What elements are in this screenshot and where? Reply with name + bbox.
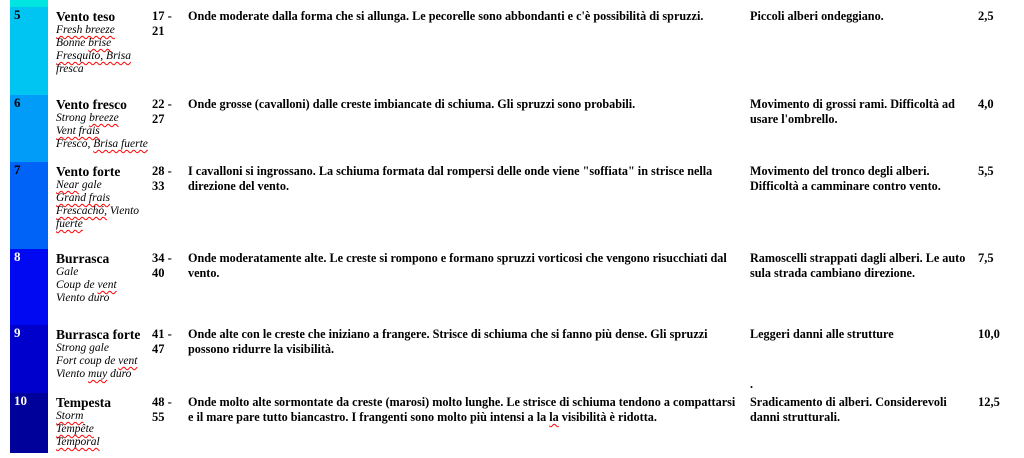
sea-conditions bbox=[188, 162, 750, 249]
misspelled-word: fuerte bbox=[56, 218, 83, 230]
force-number: 7 bbox=[14, 162, 21, 177]
wind-name-translation-line bbox=[56, 279, 150, 292]
misspelled-word: la bbox=[549, 410, 559, 424]
misspelled-word: Fresh breeze bbox=[56, 24, 115, 36]
text-segment: Bonne bbox=[56, 37, 89, 49]
speed-range bbox=[152, 95, 188, 162]
land-conditions-text: Sradicamento di alberi. Considerevoli danni strutturali. bbox=[750, 395, 947, 424]
table-row bbox=[10, 95, 1018, 162]
speed-range-line2: 27 bbox=[152, 112, 165, 126]
wind-name-translation-line bbox=[56, 37, 150, 50]
wave-height-value: 2,5 bbox=[978, 9, 994, 23]
misspelled-word: vent bbox=[118, 355, 138, 367]
force-number: 6 bbox=[14, 95, 21, 110]
wind-name-translation-line bbox=[56, 436, 150, 449]
force-number: 9 bbox=[14, 325, 21, 340]
wind-name-italian: Vento forte bbox=[56, 164, 121, 179]
wind-name-translation-line bbox=[56, 423, 150, 436]
text-segment: Onde molto alte sormontate da creste (marosi) molto lunghe. Le strisce di schiuma tendono a compattarsi e il mare pare tutto biancastro. I frangenti sono molto più intensi a la bbox=[188, 395, 736, 424]
wave-height-value: 5,5 bbox=[978, 164, 994, 178]
wind-name-italian: Vento fresco bbox=[56, 97, 127, 112]
wind-name-translation-line bbox=[56, 63, 150, 76]
previous-row-color-sliver bbox=[10, 0, 1018, 7]
misspelled-word: Vent frais bbox=[56, 125, 100, 137]
text-segment: Viento bbox=[56, 368, 89, 380]
misspelled-word: Frescachó, bbox=[56, 205, 107, 217]
wind-name-translation-line bbox=[56, 410, 150, 423]
force-cell bbox=[10, 393, 48, 453]
wave-height-value: 4,0 bbox=[978, 97, 994, 111]
force-cell bbox=[10, 7, 48, 95]
land-conditions bbox=[750, 162, 978, 249]
table-row bbox=[10, 249, 1018, 325]
text-segment: Coup de bbox=[56, 279, 98, 291]
text-segment: Strong gale bbox=[56, 342, 109, 354]
land-conditions bbox=[750, 393, 978, 453]
wind-name-italian: Vento teso bbox=[56, 9, 116, 24]
force-number: 5 bbox=[14, 7, 21, 22]
land-conditions bbox=[750, 249, 978, 325]
name-cell bbox=[48, 7, 152, 95]
speed-range-line2: 40 bbox=[152, 266, 165, 280]
wind-name-translation-line bbox=[56, 24, 150, 37]
wave-height-value: 12,5 bbox=[978, 395, 1000, 409]
text-segment: Strong bbox=[56, 112, 90, 124]
wind-name-italian: Tempesta bbox=[56, 395, 112, 410]
wind-name-translations bbox=[56, 24, 150, 76]
wind-name-translation-line bbox=[56, 138, 150, 151]
misspelled-word: breeze bbox=[89, 112, 119, 124]
speed-range-line2: 55 bbox=[152, 410, 165, 424]
misspelled-word: Fresquito, Brisa bbox=[56, 50, 131, 62]
speed-range-line1: 34 - bbox=[152, 251, 172, 265]
speed-range bbox=[152, 393, 188, 453]
land-conditions-text: Leggeri danni alle strutture bbox=[750, 327, 894, 341]
sea-conditions bbox=[188, 325, 750, 393]
text-segment: duro bbox=[107, 368, 132, 380]
beaufort-table bbox=[10, 0, 1018, 453]
wave-height-value: 7,5 bbox=[978, 251, 994, 265]
table-row bbox=[10, 7, 1018, 95]
sea-conditions bbox=[188, 249, 750, 325]
wind-name-translation-line bbox=[56, 50, 150, 63]
name-cell bbox=[48, 249, 152, 325]
text-segment: fresca bbox=[56, 63, 84, 75]
force-cell bbox=[10, 249, 48, 325]
wind-name-italian: Burrasca bbox=[56, 251, 110, 266]
wind-name-translation-line bbox=[56, 218, 150, 231]
text-segment: Fresco, bbox=[56, 138, 94, 150]
text-segment: gale bbox=[79, 179, 102, 191]
speed-range-line2: 21 bbox=[152, 24, 165, 38]
misspelled-word: Brisa fuerte bbox=[93, 138, 148, 150]
land-conditions-text: Movimento di grossi rami. Difficoltà ad usare l'ombrello. bbox=[750, 97, 955, 126]
text-segment: Viento bbox=[107, 205, 140, 217]
speed-range-line1: 48 - bbox=[152, 395, 172, 409]
table-row bbox=[10, 162, 1018, 249]
force-number: 8 bbox=[14, 249, 21, 264]
land-conditions-suffix-dot: . bbox=[750, 377, 754, 391]
speed-range bbox=[152, 325, 188, 393]
misspelled-word: Storm bbox=[56, 410, 84, 422]
wind-name-translation-line bbox=[56, 292, 150, 305]
text-segment: I cavalloni si ingrossano. La schiuma formata dal rompersi delle onde viene "soffiata" in strisce nella direzione del vento. bbox=[188, 164, 713, 193]
speed-range bbox=[152, 7, 188, 95]
table-row bbox=[10, 393, 1018, 453]
wind-name-translation-line bbox=[56, 355, 150, 368]
wave-height-value: 10,0 bbox=[978, 327, 1000, 341]
wind-name-italian: Burrasca forte bbox=[56, 327, 141, 342]
wind-name-translation-line bbox=[56, 112, 150, 125]
wind-name-translations bbox=[56, 112, 150, 151]
name-cell bbox=[48, 162, 152, 249]
wind-name-translation-line bbox=[56, 205, 150, 218]
wind-name-translations bbox=[56, 410, 150, 449]
table-row bbox=[10, 325, 1018, 393]
wind-name-translation-line bbox=[56, 342, 150, 355]
name-cell bbox=[48, 325, 152, 393]
force-cell-partial bbox=[10, 0, 48, 7]
wind-name-translation-line bbox=[56, 192, 150, 205]
text-segment: visibilità è ridotta. bbox=[558, 410, 657, 424]
speed-range-line1: 22 - bbox=[152, 97, 172, 111]
force-cell bbox=[10, 95, 48, 162]
speed-range bbox=[152, 162, 188, 249]
text-segment: Onde moderatamente alte. Le creste si rompono e formano spruzzi vorticosi che vengono risucchiati dal vento. bbox=[188, 251, 727, 280]
misspelled-word: Near bbox=[56, 179, 79, 191]
text-segment: Fort coup de bbox=[56, 355, 119, 367]
land-conditions-text: Ramoscelli strappati dagli alberi. Le auto sula strada cambiano direzione. bbox=[750, 251, 966, 280]
wind-name-translations bbox=[56, 342, 150, 381]
misspelled-word: Tempête bbox=[56, 423, 94, 435]
text-segment: Onde moderate dalla forma che si allunga. Le pecorelle sono abbondanti e c'è possibilità di spruzzi. bbox=[188, 9, 704, 23]
wind-name-translation-line bbox=[56, 125, 150, 138]
name-cell bbox=[48, 95, 152, 162]
wind-name-translation-line bbox=[56, 179, 150, 192]
text-segment: Onde grosse (cavalloni) dalle creste imbiancate di schiuma. Gli spruzzi sono probabili. bbox=[188, 97, 636, 111]
wind-name-translation-line bbox=[56, 368, 150, 381]
sea-conditions bbox=[188, 7, 750, 95]
wind-name-translations bbox=[56, 179, 150, 231]
force-cell bbox=[10, 162, 48, 249]
land-conditions bbox=[750, 325, 978, 393]
wind-name-translation-line bbox=[56, 266, 150, 279]
force-number: 10 bbox=[14, 393, 27, 408]
misspelled-word: vent bbox=[97, 279, 117, 291]
misspelled-word: brise bbox=[88, 37, 112, 49]
speed-range-line1: 17 - bbox=[152, 9, 172, 23]
land-conditions bbox=[750, 7, 978, 95]
land-conditions bbox=[750, 95, 978, 162]
empty-cells bbox=[48, 0, 1018, 7]
name-cell bbox=[48, 393, 152, 453]
text-segment: Onde alte con le creste che iniziano a frangere. Strisce di schiuma che si fanno più dense. Gli spruzzi possono ridurre la visibilità. bbox=[188, 327, 708, 356]
speed-range-line1: 41 - bbox=[152, 327, 172, 341]
land-conditions-text: Piccoli alberi ondeggiano. bbox=[750, 9, 884, 23]
misspelled-word: Grand frais bbox=[56, 192, 110, 204]
speed-range-line2: 33 bbox=[152, 179, 165, 193]
misspelled-word: Temporal bbox=[56, 436, 100, 448]
sea-conditions bbox=[188, 393, 750, 453]
speed-range bbox=[152, 249, 188, 325]
sea-conditions bbox=[188, 95, 750, 162]
force-cell bbox=[10, 325, 48, 393]
text-segment: Gale bbox=[56, 266, 79, 278]
speed-range-line1: 28 - bbox=[152, 164, 172, 178]
text-segment: Viento duro bbox=[56, 292, 110, 304]
land-conditions-text: Movimento del tronco degli alberi. Difficoltà a camminare contro vento. bbox=[750, 164, 941, 193]
wind-name-translations bbox=[56, 266, 150, 305]
speed-range-line2: 47 bbox=[152, 342, 165, 356]
misspelled-word: muy bbox=[88, 368, 108, 380]
